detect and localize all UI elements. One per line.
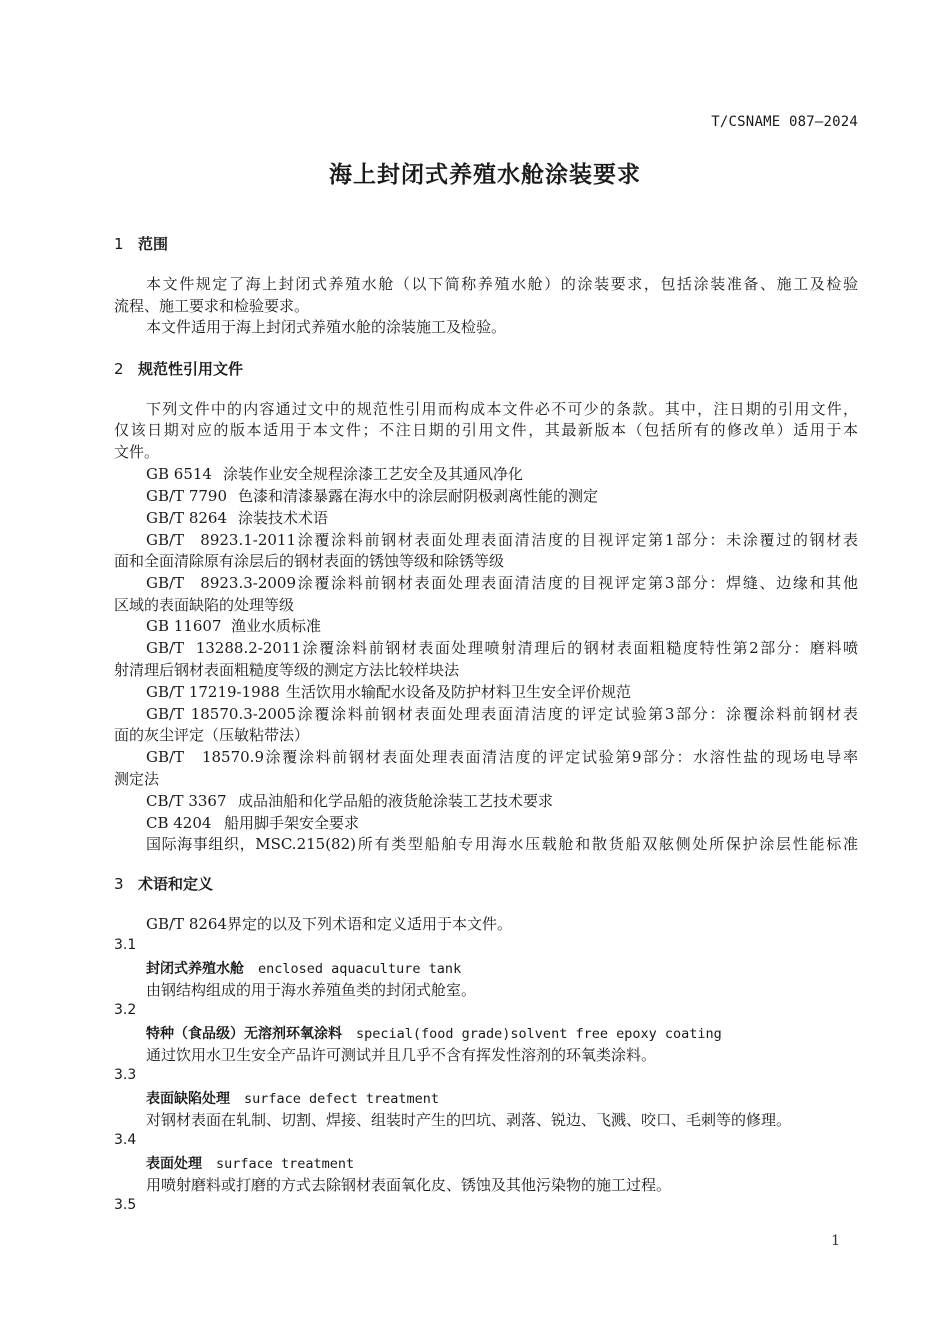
reference-item <box>146 615 321 636</box>
scope-paragraph-line: 本文件规定了海上封闭式养殖水舱（以下简称养殖水舱）的涂装要求，包括涂装准备、施工及检验 <box>146 275 858 293</box>
reference-code: 国际海事组织，MSC.215(82) <box>146 835 356 853</box>
normrefs-intro-line: 文件。 <box>114 443 160 461</box>
reference-continuation: 面和全面清除原有涂层后的钢材表面的锈蚀等级和除锈等级 <box>114 552 505 570</box>
reference-code: GB/T 18570.3-2005 <box>146 705 296 723</box>
reference-title: 生活饮用水输配水设备及防护材料卫生安全评价规范 <box>286 683 632 701</box>
term-definition: 由钢结构组成的用于海水养殖鱼类的封闭式舱室。 <box>146 981 477 999</box>
term-definition: 通过饮用水卫生安全产品许可测试并且几乎不含有挥发性溶剂的环氧类涂料。 <box>146 1046 657 1064</box>
reference-item <box>146 812 359 833</box>
section-number: 3 <box>114 875 124 893</box>
reference-title: 色漆和清漆暴露在海水中的涂层耐阴极剥离性能的测定 <box>238 487 599 505</box>
reference-title: 所有类型船舶专用海水压载舱和散货船双舷侧处所保护涂层性能标准 <box>356 835 858 853</box>
reference-item <box>146 681 631 702</box>
term-en: surface defect treatment <box>244 1091 440 1107</box>
section-number: 1 <box>114 235 124 253</box>
normrefs-intro-line: 仅该日期对应的版本适用于本文件；不注日期的引用文件，其最新版本（包括所有的修改单）适用于本 <box>114 421 858 439</box>
reference-item <box>146 529 858 550</box>
term-number: 3.5 <box>114 1197 137 1213</box>
term-en: surface treatment <box>216 1156 355 1172</box>
reference-code: GB 6514 <box>146 465 212 483</box>
reference-item <box>146 572 858 593</box>
term-definition: 用喷射磨料或打磨的方式去除钢材表面氧化皮、锈蚀及其他污染物的施工过程。 <box>146 1176 672 1194</box>
term-en: special(food grade)solvent free epoxy coating <box>356 1026 722 1042</box>
reference-title: 涂覆涂料前钢材表面处理喷射清理后的钢材表面粗糙度特性第2部分：磨料喷 <box>301 639 858 657</box>
term-title <box>146 958 461 978</box>
reference-title: 涂覆涂料前钢材表面处理表面清洁度的目视评定第3部分：焊缝、边缘和其他 <box>296 574 858 592</box>
term-title <box>146 1023 722 1043</box>
term-zh: 封闭式养殖水舱 <box>146 961 244 977</box>
normrefs-intro-line: 下列文件中的内容通过文中的规范性引用而构成本文件必不可少的条款。其中，注日期的引用文件， <box>146 400 858 418</box>
reference-item <box>146 463 523 484</box>
reference-title: 涂装作业安全规程涂漆工艺安全及其通风净化 <box>223 465 524 483</box>
reference-continuation: 区域的表面缺陷的处理等级 <box>114 596 295 614</box>
term-zh: 特种（食品级）无溶剂环氧涂料 <box>146 1026 342 1042</box>
reference-item <box>146 637 858 658</box>
section-title: 规范性引用文件 <box>138 360 244 378</box>
reference-item <box>146 790 553 811</box>
section-heading-normative-references <box>114 358 243 379</box>
page-number: 1 <box>831 1233 840 1249</box>
reference-item <box>146 507 328 528</box>
reference-code: CB/T 3367 <box>146 792 227 810</box>
term-number: 3.3 <box>114 1067 137 1083</box>
reference-continuation: 面的灰尘评定（压敏粘带法） <box>114 726 310 744</box>
reference-code: GB 11607 <box>146 617 222 635</box>
terms-intro: GB/T 8264界定的以及下列术语和定义适用于本文件。 <box>146 915 513 933</box>
term-definition: 对钢材表面在轧制、切割、焊接、组装时产生的凹坑、剥落、锐边、飞溅、咬口、毛刺等的修理。 <box>146 1111 792 1129</box>
term-number: 3.1 <box>114 937 137 953</box>
reference-code: GB/T 18570.9 <box>146 748 264 766</box>
reference-code: GB/T 13288.2-2011 <box>146 639 301 657</box>
section-heading-scope <box>114 233 168 254</box>
section-number: 2 <box>114 360 124 378</box>
reference-title: 船用脚手架安全要求 <box>224 814 360 832</box>
document-title: 海上封闭式养殖水舱涂装要求 <box>329 162 641 188</box>
reference-title: 涂覆涂料前钢材表面处理表面清洁度的评定试验第9部分：水溶性盐的现场电导率 <box>264 748 858 766</box>
reference-continuation: 射清理后钢材表面粗糙度等级的测定方法比较样块法 <box>114 661 460 679</box>
section-heading-terms <box>114 873 213 894</box>
reference-code: GB/T 8264 <box>146 509 228 527</box>
reference-item <box>146 833 858 854</box>
section-title: 术语和定义 <box>138 875 214 893</box>
term-number: 3.2 <box>114 1002 137 1018</box>
term-zh: 表面缺陷处理 <box>146 1091 230 1107</box>
scope-paragraph: 本文件适用于海上封闭式养殖水舱的涂装施工及检验。 <box>146 318 507 336</box>
scope-paragraph-line: 流程、施工要求和检验要求。 <box>114 297 310 315</box>
reference-continuation: 测定法 <box>114 770 160 788</box>
reference-title: 涂装技术术语 <box>238 509 329 527</box>
reference-code: GB/T 8923.1-2011 <box>146 531 296 549</box>
reference-code: CB 4204 <box>146 814 212 832</box>
reference-item <box>146 485 598 506</box>
reference-title: 涂覆涂料前钢材表面处理表面清洁度的评定试验第3部分：涂覆涂料前钢材表 <box>296 705 858 723</box>
standard-code: T/CSNAME 087—2024 <box>711 114 858 130</box>
section-title: 范围 <box>138 235 169 253</box>
term-title <box>146 1088 439 1108</box>
reference-code: GB/T 17219-1988 <box>146 683 280 701</box>
reference-item <box>146 703 858 724</box>
reference-code: GB/T 7790 <box>146 487 228 505</box>
term-title <box>146 1153 354 1173</box>
reference-title: 成品油船和化学品船的液货舱涂装工艺技术要求 <box>238 792 554 810</box>
term-number: 3.4 <box>114 1132 137 1148</box>
reference-item <box>146 746 858 767</box>
reference-title: 渔业水质标准 <box>231 617 322 635</box>
reference-title: 涂覆涂料前钢材表面处理表面清洁度的目视评定第1部分：未涂覆过的钢材表 <box>296 531 858 549</box>
reference-code: GB/T 8923.3-2009 <box>146 574 296 592</box>
term-zh: 表面处理 <box>146 1156 202 1172</box>
term-en: enclosed aquaculture tank <box>258 961 462 977</box>
